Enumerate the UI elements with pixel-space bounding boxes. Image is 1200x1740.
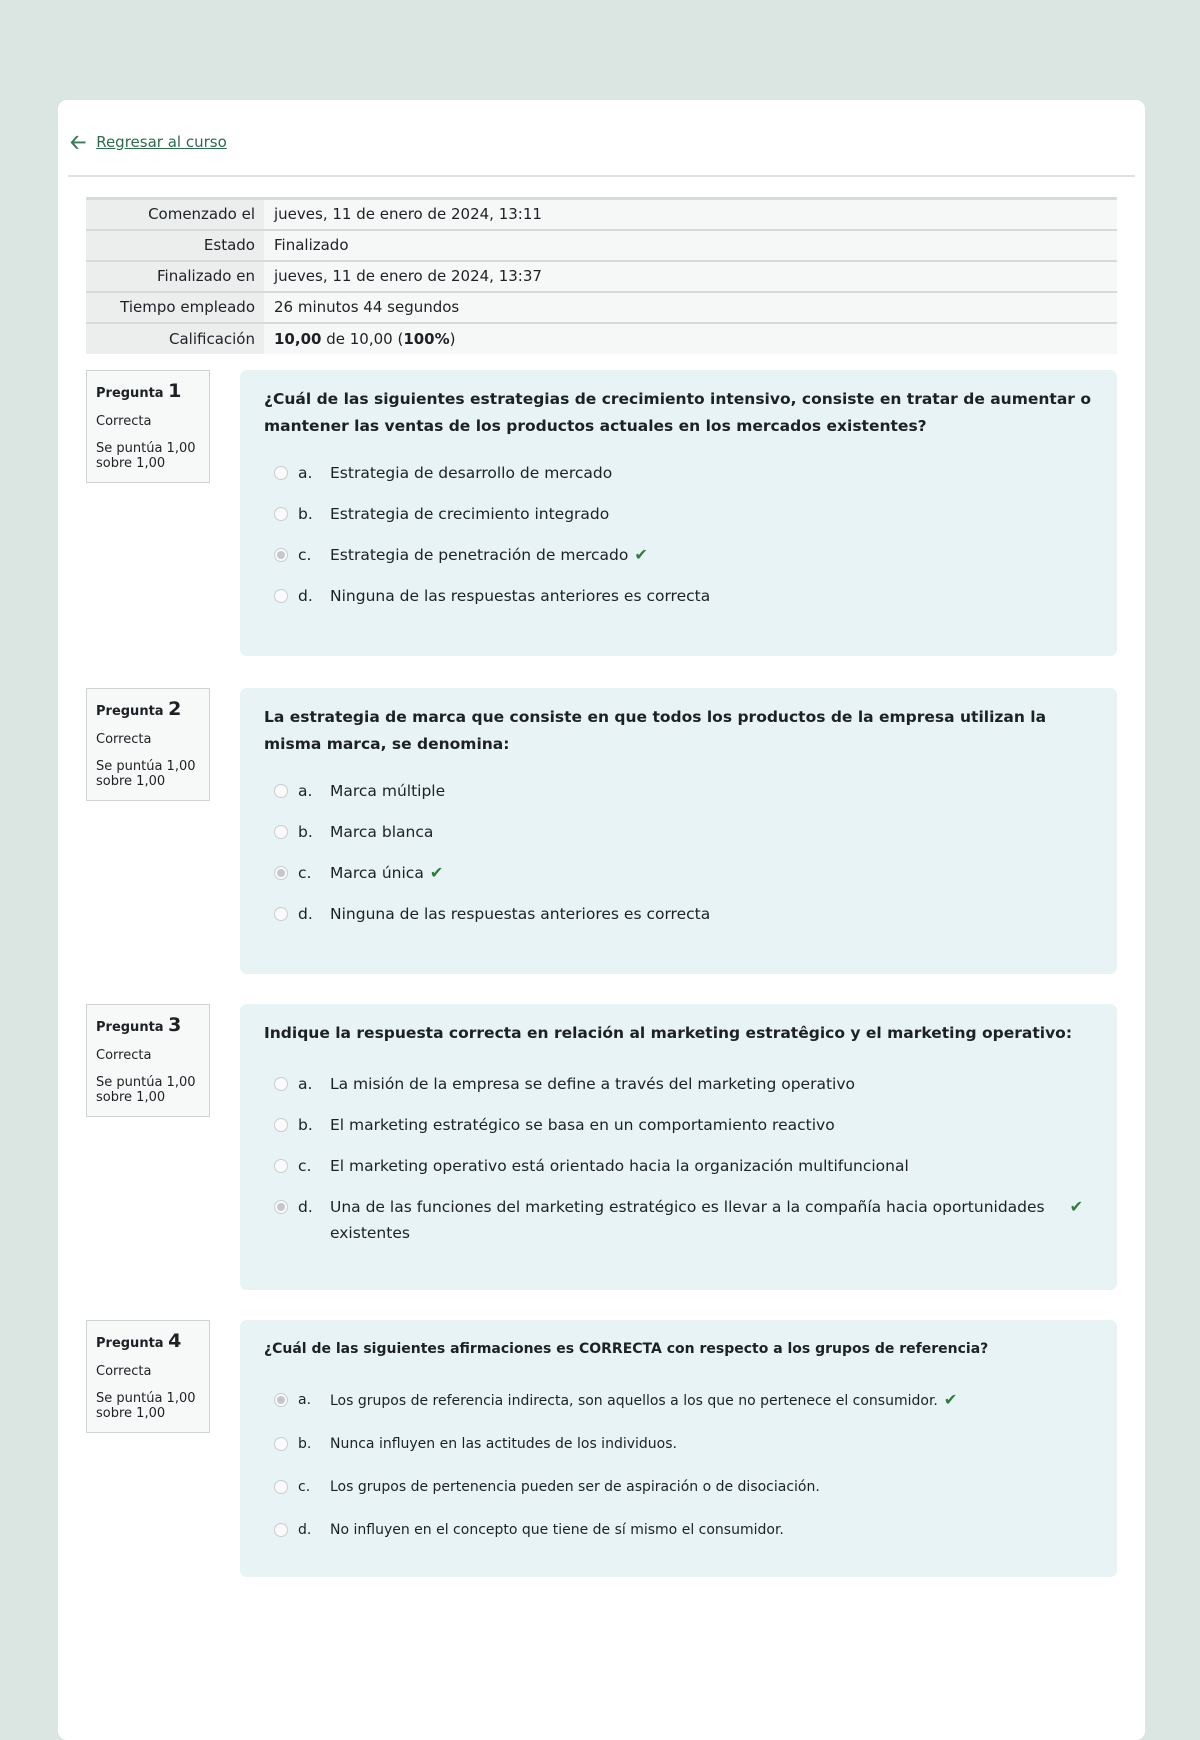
attempt-summary-table <box>86 197 1117 354</box>
answer-text: Una de las funciones del marketing estratégico es llevar a la compañía hacia oportunidades existentes <box>330 1198 1045 1242</box>
answer-letter: a. <box>298 782 313 800</box>
summary-row <box>86 323 1117 354</box>
review-card <box>58 100 1145 1740</box>
grade-value: 10,00 <box>274 329 322 348</box>
radio-icon[interactable] <box>274 907 288 921</box>
answer-text: Ninguna de las respuestas anteriores es correcta <box>330 905 711 923</box>
grade-percent: 100% <box>403 329 450 348</box>
answer-text: La misión de la empresa se define a través del marketing operativo <box>330 1075 855 1093</box>
answer-option[interactable] <box>264 1112 1093 1138</box>
back-to-course[interactable] <box>70 130 227 154</box>
radio-icon[interactable] <box>274 1480 288 1494</box>
grade-close: ) <box>449 329 456 348</box>
question-number: 1 <box>168 380 182 402</box>
answer-option[interactable] <box>264 901 1093 927</box>
summary-row <box>86 230 1117 261</box>
answer-letter: b. <box>298 823 313 841</box>
answer-text: Marca blanca <box>330 823 434 841</box>
answer-letter: b. <box>298 505 313 523</box>
question-grade: Se puntúa 1,00 sobre 1,00 <box>96 440 196 471</box>
answer-letter: a. <box>298 1392 312 1408</box>
radio-icon[interactable] <box>274 784 288 798</box>
answer-option[interactable] <box>264 583 1093 609</box>
question-text: ¿Cuál de las siguientes afirmaciones es CORRECTA con respecto a los grupos de referencia? <box>264 1341 989 1357</box>
summary-label: Tiempo empleado <box>86 292 264 323</box>
answer-letter: b. <box>298 1116 313 1134</box>
summary-value: jueves, 11 de enero de 2024, 13:37 <box>264 261 1117 292</box>
question-text: Indique la respuesta correcta en relación al marketing estratêgico y el marketing operativo: <box>264 1024 1073 1042</box>
question-state: Correcta <box>96 413 152 429</box>
answer-list <box>264 1387 1093 1543</box>
question-text: ¿Cuál de las siguientes estrategias de crecimiento intensivo, consiste en tratar de aumentar o mantener las ventas de los productos actuales en los mercados existentes? <box>264 390 1091 435</box>
answer-text: Estrategia de crecimiento integrado <box>330 505 610 523</box>
question-info <box>86 1320 210 1433</box>
answer-option[interactable] <box>264 778 1093 804</box>
answer-option[interactable] <box>264 1153 1093 1179</box>
radio-icon[interactable] <box>274 548 288 562</box>
answer-option[interactable] <box>264 1071 1093 1097</box>
question-content <box>240 370 1117 656</box>
answer-text: Estrategia de desarrollo de mercado <box>330 464 613 482</box>
answer-letter: c. <box>298 546 312 564</box>
answer-option-selected[interactable] <box>264 1387 1093 1414</box>
radio-icon[interactable] <box>274 589 288 603</box>
answer-letter: c. <box>298 1157 312 1175</box>
grade-of: de 10,00 ( <box>321 329 404 348</box>
answer-letter: d. <box>298 1522 312 1538</box>
answer-text: Los grupos de pertenencia pueden ser de aspiración o de disociación. <box>330 1479 820 1495</box>
question-info <box>86 688 210 801</box>
answer-letter: a. <box>298 464 313 482</box>
question-state: Correcta <box>96 731 152 747</box>
answer-letter: b. <box>298 1436 312 1452</box>
question-state: Correcta <box>96 1047 152 1063</box>
answer-option[interactable] <box>264 1474 1093 1500</box>
divider <box>68 175 1135 177</box>
answer-letter: d. <box>298 587 313 605</box>
summary-row <box>86 199 1117 230</box>
answer-option[interactable] <box>264 1431 1093 1457</box>
question-prefix: Pregunta <box>96 1336 164 1351</box>
question-number: 2 <box>168 698 182 720</box>
summary-value <box>264 323 1117 354</box>
radio-icon[interactable] <box>274 1393 288 1407</box>
question-prefix: Pregunta <box>96 704 164 719</box>
question-prefix: Pregunta <box>96 386 164 401</box>
answer-text: El marketing estratégico se basa en un comportamiento reactivo <box>330 1116 835 1134</box>
radio-icon[interactable] <box>274 507 288 521</box>
answer-option[interactable] <box>264 819 1093 845</box>
question-info <box>86 1004 210 1117</box>
summary-label: Estado <box>86 230 264 261</box>
answer-text: El marketing operativo está orientado hacia la organización multifuncional <box>330 1157 909 1175</box>
answer-option[interactable] <box>264 501 1093 527</box>
answer-option-selected[interactable] <box>264 1194 1093 1246</box>
answer-text: Los grupos de referencia indirecta, son aquellos a los que no pertenece el consumidor. <box>330 1393 938 1409</box>
summary-value: jueves, 11 de enero de 2024, 13:11 <box>264 199 1117 230</box>
question-grade: Se puntúa 1,00 sobre 1,00 <box>96 758 196 789</box>
answer-letter: c. <box>298 864 312 882</box>
answer-text: Ninguna de las respuestas anteriores es correcta <box>330 587 711 605</box>
radio-icon[interactable] <box>274 825 288 839</box>
question-content <box>240 1004 1117 1290</box>
radio-icon[interactable] <box>274 1200 288 1214</box>
question-number: 3 <box>168 1014 182 1036</box>
answer-letter: d. <box>298 905 313 923</box>
question-grade: Se puntúa 1,00 sobre 1,00 <box>96 1390 196 1421</box>
answer-option[interactable] <box>264 1517 1093 1543</box>
answer-text: Nunca influyen en las actitudes de los individuos. <box>330 1436 677 1452</box>
radio-icon[interactable] <box>274 1159 288 1173</box>
answer-list <box>264 1071 1093 1246</box>
answer-text: Marca múltiple <box>330 782 446 800</box>
answer-option-selected[interactable] <box>264 542 1093 568</box>
summary-label: Calificación <box>86 323 264 354</box>
radio-icon[interactable] <box>274 466 288 480</box>
summary-label: Comenzado el <box>86 199 264 230</box>
check-icon: ✔ <box>429 863 444 882</box>
radio-icon[interactable] <box>274 1118 288 1132</box>
question-content <box>240 1320 1117 1577</box>
radio-icon[interactable] <box>274 1437 288 1451</box>
summary-row <box>86 261 1117 292</box>
answer-letter: d. <box>298 1198 313 1216</box>
summary-value: Finalizado <box>264 230 1117 261</box>
question-prefix: Pregunta <box>96 1020 164 1035</box>
check-icon: ✔ <box>943 1390 958 1409</box>
question-info <box>86 370 210 483</box>
summary-value: 26 minutos 44 segundos <box>264 292 1117 323</box>
answer-option-selected[interactable] <box>264 860 1093 886</box>
radio-icon[interactable] <box>274 1523 288 1537</box>
answer-list <box>264 460 1093 609</box>
answer-option[interactable] <box>264 460 1093 486</box>
question-content <box>240 688 1117 974</box>
radio-icon[interactable] <box>274 866 288 880</box>
answer-text: No influyen en el concepto que tiene de sí mismo el consumidor. <box>330 1522 784 1538</box>
question-state: Correcta <box>96 1363 152 1379</box>
answer-letter: a. <box>298 1075 313 1093</box>
back-to-course-link[interactable]: Regresar al curso <box>96 133 227 151</box>
question-grade: Se puntúa 1,00 sobre 1,00 <box>96 1074 196 1105</box>
question-text: La estrategia de marca que consiste en que todos los productos de la empresa utilizan la misma marca, se denomina: <box>264 708 1047 753</box>
answer-text: Estrategia de penetración de mercado <box>330 546 629 564</box>
check-icon: ✔ <box>1069 1197 1083 1216</box>
question-number: 4 <box>168 1330 182 1352</box>
answer-text: Marca única <box>330 864 424 882</box>
check-icon: ✔ <box>634 545 648 564</box>
answer-letter: c. <box>298 1479 311 1495</box>
radio-icon[interactable] <box>274 1077 288 1091</box>
answer-list <box>264 778 1093 927</box>
summary-label: Finalizado en <box>86 261 264 292</box>
arrow-left-icon: 🡠 <box>70 130 87 154</box>
summary-row <box>86 292 1117 323</box>
